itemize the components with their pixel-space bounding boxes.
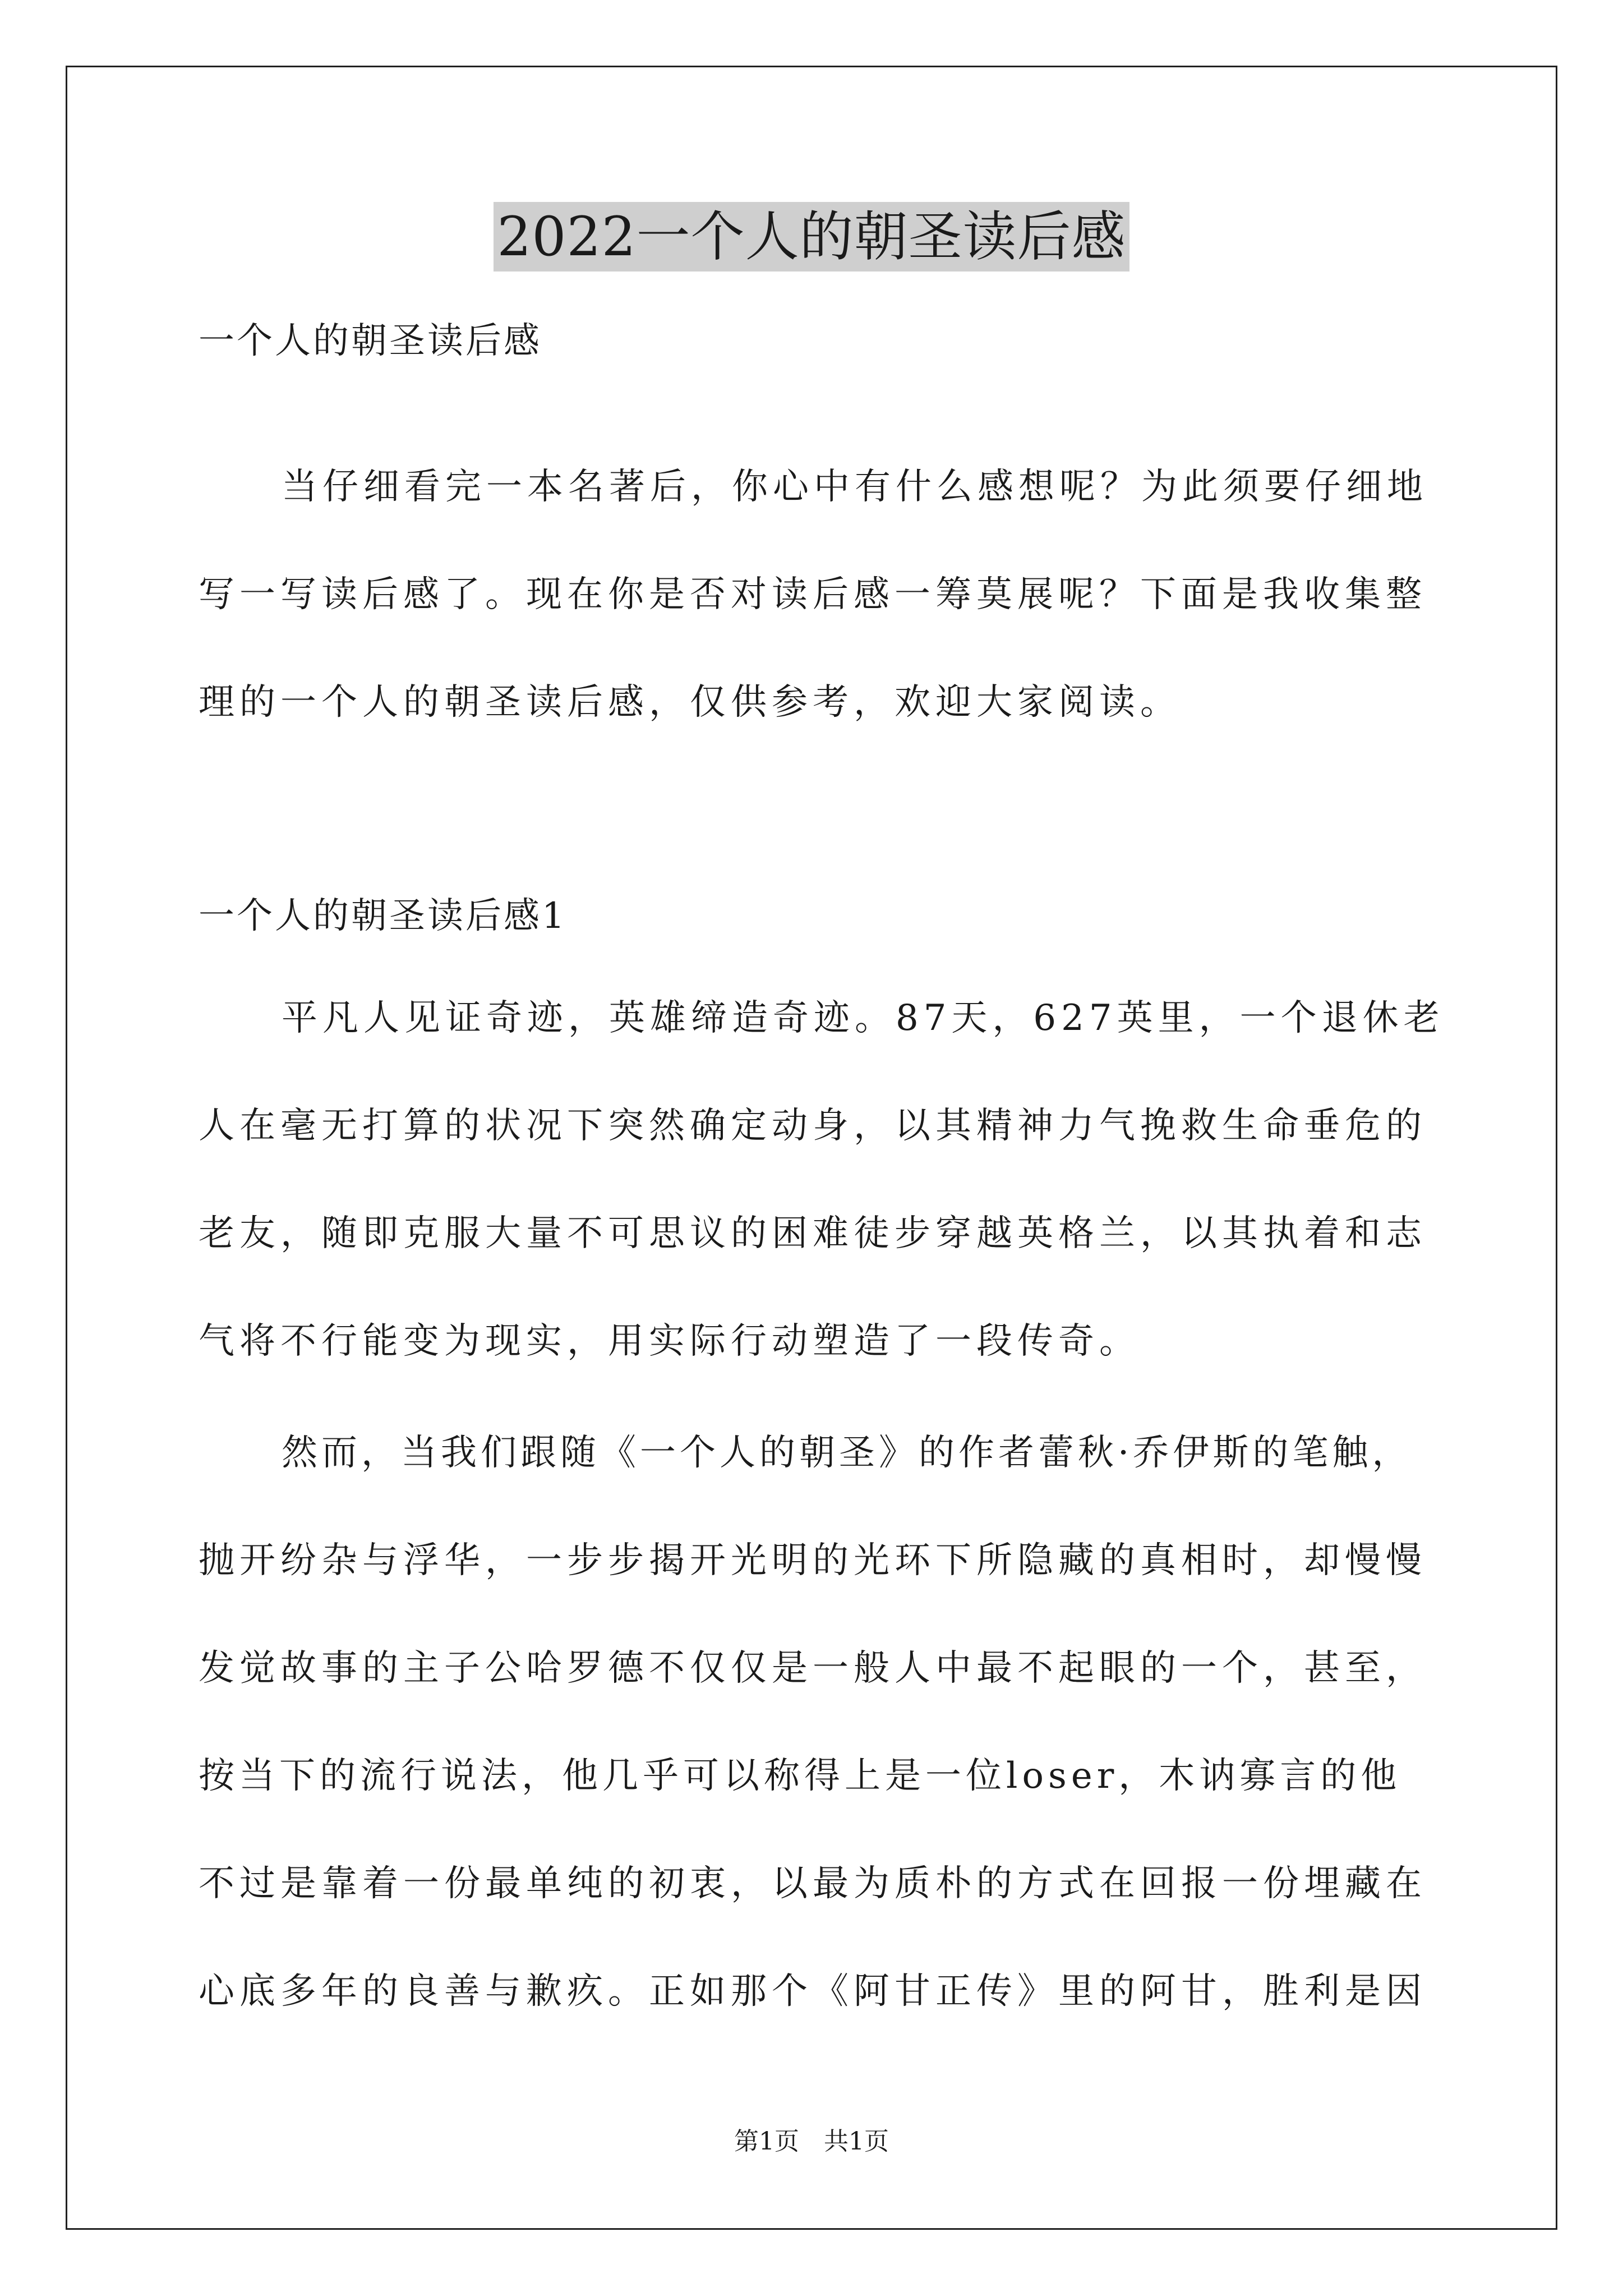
intro-line-2: 写一写读后感了。现在你是否对读后感一筹莫展呢？下面是我收集整 xyxy=(199,574,1427,615)
page-footer: 第1页 共1页 xyxy=(734,2127,889,2156)
s1p2-line-4: 按当下的流行说法，他几乎可以称得上是一位loser，木讷寡言的他 xyxy=(199,1755,1401,1797)
s1p2-line-6: 心底多年的良善与歉疚。正如那个《阿甘正传》里的阿甘，胜利是因 xyxy=(199,1971,1427,2012)
s1p1-line-3: 老友，随即克服大量不可思议的困难徒步穿越英格兰，以其执着和志 xyxy=(199,1213,1427,1254)
intro-heading: 一个人的朝圣读后感 xyxy=(199,320,542,362)
document-title: 2022一个人的朝圣读后感 xyxy=(494,202,1129,272)
document-title-wrapper xyxy=(0,202,1623,272)
s1p1-line-4: 气将不行能变为现实，用实际行动塑造了一段传奇。 xyxy=(199,1320,1140,1362)
s1p2-line-2: 抛开纷杂与浮华，一步步揭开光明的光环下所隐藏的真相时，却慢慢 xyxy=(199,1540,1427,1581)
section1-heading: 一个人的朝圣读后感1 xyxy=(199,895,567,937)
s1p2-line-3: 发觉故事的主子公哈罗德不仅仅是一般人中最不起眼的一个，甚至， xyxy=(199,1648,1427,1689)
intro-line-1: 当仔细看完一本名著后，你心中有什么感想呢？为此须要仔细地 xyxy=(282,466,1428,508)
intro-line-3: 理的一个人的朝圣读后感，仅供参考，欢迎大家阅读。 xyxy=(199,682,1181,723)
s1p1-line-2: 人在毫无打算的状况下突然确定动身，以其精神力气挽救生命垂危的 xyxy=(199,1105,1427,1147)
s1p2-line-1: 然而，当我们跟随《一个人的朝圣》的作者蕾秋·乔伊斯的笔触， xyxy=(282,1432,1412,1474)
s1p2-line-5: 不过是靠着一份最单纯的初衷，以最为质朴的方式在回报一份埋藏在 xyxy=(199,1863,1427,1904)
s1p1-line-1: 平凡人见证奇迹，英雄缔造奇迹。87天，627英里，一个退休老 xyxy=(282,997,1445,1039)
